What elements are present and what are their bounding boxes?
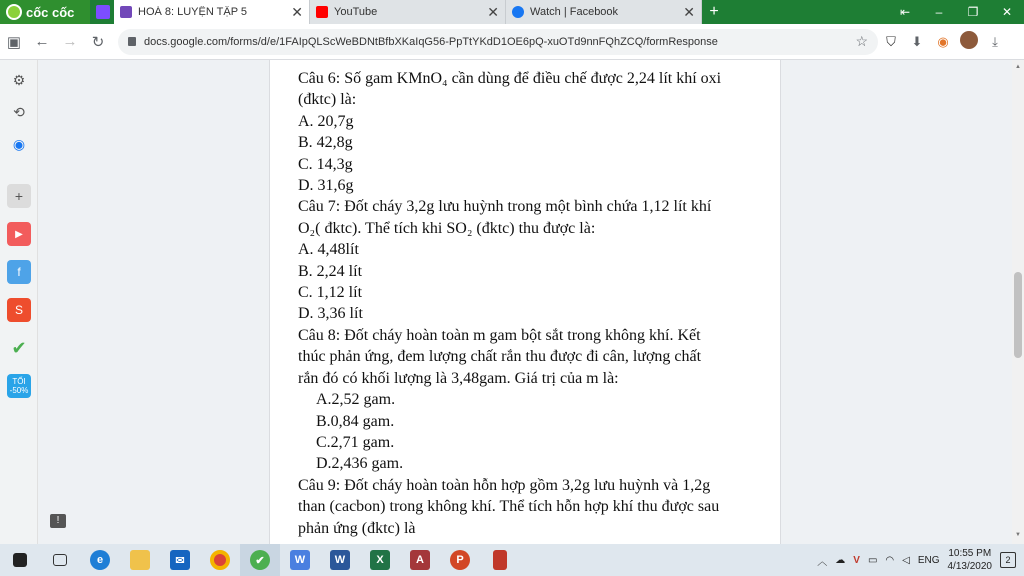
start-button[interactable]: [0, 544, 40, 576]
sidebar: [0, 60, 38, 544]
coccoc-leaf-icon[interactable]: ✔: [11, 337, 27, 358]
sidebar-toggle-button[interactable]: ⇤: [899, 5, 911, 19]
text-line: C.2,71 gam.: [316, 433, 395, 451]
cloud-icon[interactable]: ☁: [835, 554, 846, 566]
sale-badge-top: TỐI: [12, 377, 26, 386]
app-icon: [493, 550, 507, 570]
coccoc-taskbar-button[interactable]: [240, 544, 280, 576]
form-card: [269, 60, 781, 544]
lock-icon: [128, 37, 136, 46]
facebook-sidebar-icon[interactable]: f: [7, 260, 31, 284]
feedback-icon[interactable]: !: [50, 514, 66, 528]
coccoc-taskbar-icon: ✔: [250, 550, 270, 570]
file-explorer-taskbar-button[interactable]: [120, 544, 160, 576]
text-line: A.2,52 gam.: [316, 391, 396, 409]
powerpoint-icon: P: [450, 550, 470, 570]
text-line: C. 1,12 lít: [298, 284, 363, 302]
history-icon[interactable]: ⟲: [13, 103, 25, 120]
window-controls: [888, 0, 1024, 24]
text-line: than (cacbon) trong không khí. Thể tích hỗn hợp khí thu được sau: [298, 498, 720, 516]
text-line: D.2,436 gam.: [316, 455, 404, 473]
text-line: rắn đó có khối lượng là 3,48gam. Giá trị của m là:: [298, 369, 619, 387]
tab-forms[interactable]: [114, 0, 310, 24]
user-avatar[interactable]: [956, 31, 982, 52]
brand-label: cốc cốc: [26, 4, 75, 20]
toolbar: [0, 24, 1024, 60]
coccoc-menu-button[interactable]: [0, 0, 90, 24]
windows-taskbar: [0, 544, 1024, 576]
shopee-icon[interactable]: S: [7, 298, 31, 322]
downloads-icon[interactable]: ⤓: [992, 33, 998, 49]
excel-taskbar-button[interactable]: [360, 544, 400, 576]
word-icon: W: [330, 550, 350, 570]
excel-icon: X: [370, 550, 390, 570]
text-line: Câu 7: Đốt cháy 3,2g lưu huỳnh trong một bình chứa 1,12 lít khí: [298, 198, 712, 216]
text-line: B. 42,8g: [298, 134, 353, 152]
youtube-sidebar-icon[interactable]: ▶: [7, 222, 31, 246]
sidebar-panel-icon[interactable]: ▣: [6, 33, 22, 51]
word-taskbar-button[interactable]: [320, 544, 360, 576]
shield-icon[interactable]: ⛉: [886, 33, 896, 49]
download-extension-icon[interactable]: ⬇: [911, 33, 923, 49]
sale-badge-bottom: -50%: [9, 386, 29, 395]
profile-icon[interactable]: [96, 5, 110, 19]
settings-gear-icon[interactable]: ⚙: [12, 71, 26, 88]
restore-button[interactable]: ❐: [967, 5, 979, 19]
tab-facebook[interactable]: [506, 0, 702, 24]
close-tab-icon[interactable]: ✕: [683, 3, 695, 20]
edge-icon: e: [90, 550, 110, 570]
access-icon: A: [410, 550, 430, 570]
address-bar[interactable]: [118, 29, 878, 55]
page-scrollbar[interactable]: [1012, 60, 1024, 544]
url-text: docs.google.com/forms/d/e/1FAIpQLScWeBDNtBfbXKaIqG56-PpTtYKdD1OE6pQ-xuOTd9nnFQhZCQ/formResponse: [144, 35, 718, 48]
avatar: [960, 31, 978, 49]
access-taskbar-button[interactable]: [400, 544, 440, 576]
text-line: B. 2,24 lít: [298, 262, 363, 280]
text-line: phản ứng (đktc) là: [298, 519, 416, 537]
close-tab-icon[interactable]: ✕: [291, 3, 303, 20]
scrollbar-thumb[interactable]: [1014, 272, 1022, 358]
text-line: A. 4,48lít: [298, 241, 359, 259]
text-line: O₂( đktc). Thể tích khi SO₂ (đktc) thu được là:: [298, 219, 596, 237]
text-line: A. 20,7g: [298, 112, 354, 130]
scroll-down-arrow-icon[interactable]: ▼: [1015, 532, 1021, 538]
google-forms-icon: [120, 6, 132, 18]
facebook-icon: [512, 6, 524, 18]
language-indicator[interactable]: ENG: [917, 554, 940, 566]
add-sidebar-item-button[interactable]: +: [7, 184, 31, 208]
clock-time: 10:55 PM: [948, 548, 992, 559]
notification-center-button[interactable]: 2: [1000, 552, 1016, 568]
minimize-button[interactable]: –: [935, 5, 943, 19]
word-online-icon: W: [290, 550, 310, 570]
folder-icon: [130, 550, 150, 570]
text-line: D. 3,36 lít: [298, 305, 363, 323]
reload-button[interactable]: ↻: [91, 33, 105, 51]
tray-expand-icon[interactable]: ︿: [817, 556, 828, 568]
task-view-button[interactable]: [40, 544, 80, 576]
mail-taskbar-button[interactable]: [160, 544, 200, 576]
text-line: B.0,84 gam.: [316, 412, 395, 430]
question-text: [298, 68, 768, 539]
text-line: (đktc) là:: [298, 91, 357, 109]
tab-title: Watch | Facebook: [530, 6, 619, 18]
sale-badge[interactable]: [7, 374, 31, 398]
text-line: Câu 8: Đốt cháy hoàn toàn m gam bột sắt trong không khí. Kết: [298, 326, 701, 344]
bookmark-star-icon[interactable]: ☆: [855, 33, 868, 49]
text-line: thúc phản ứng, đem lượng chất rắn thu được đi cân, lượng chất: [298, 348, 702, 366]
back-button[interactable]: ←: [34, 33, 50, 50]
tab-title: HOÁ 8: LUYỆN TẬP 5: [138, 6, 248, 18]
close-window-button[interactable]: ✕: [1001, 5, 1013, 19]
text-line: Câu 9: Đốt cháy hoàn toàn hỗn hợp gồm 3,2g lưu huỳnh và 1,2g: [298, 476, 711, 494]
windows-logo-icon: [13, 553, 27, 567]
volume-icon[interactable]: ◁: [902, 554, 910, 566]
task-view-icon: [53, 554, 67, 566]
scroll-up-arrow-icon[interactable]: ▲: [1015, 64, 1021, 70]
new-tab-button[interactable]: +: [709, 3, 719, 20]
text-line: Câu 6: Số gam KMnO₄ cần dùng để điều chế được 2,24 lít khí oxi: [298, 70, 722, 87]
chrome-icon: [210, 550, 230, 570]
text-line: C. 14,3g: [298, 155, 353, 173]
close-tab-icon[interactable]: ✕: [487, 3, 499, 20]
text-line: D. 31,6g: [298, 177, 354, 195]
antivirus-icon[interactable]: V: [853, 554, 860, 566]
edge-taskbar-button[interactable]: [80, 544, 120, 576]
word-online-taskbar-button[interactable]: [280, 544, 320, 576]
wifi-icon[interactable]: ◠: [885, 554, 895, 566]
tab-title: YouTube: [334, 6, 378, 18]
messenger-icon[interactable]: ◉: [12, 135, 26, 152]
youtube-icon: [316, 6, 328, 18]
clock-date: 4/13/2020: [947, 561, 992, 572]
tab-bar: [0, 0, 1024, 24]
tab-youtube[interactable]: [310, 0, 506, 24]
forward-button[interactable]: →: [62, 33, 78, 50]
clock[interactable]: [948, 547, 993, 573]
chrome-taskbar-button[interactable]: [200, 544, 240, 576]
battery-icon[interactable]: ▭: [867, 554, 878, 566]
mail-icon: ✉: [170, 550, 190, 570]
app-taskbar-button[interactable]: [480, 544, 520, 576]
page-content: [38, 60, 1012, 544]
coccoc-extension-icon[interactable]: ◉: [937, 33, 949, 49]
coccoc-logo-icon: [6, 4, 22, 20]
powerpoint-taskbar-button[interactable]: [440, 544, 480, 576]
system-tray: [817, 547, 1024, 573]
